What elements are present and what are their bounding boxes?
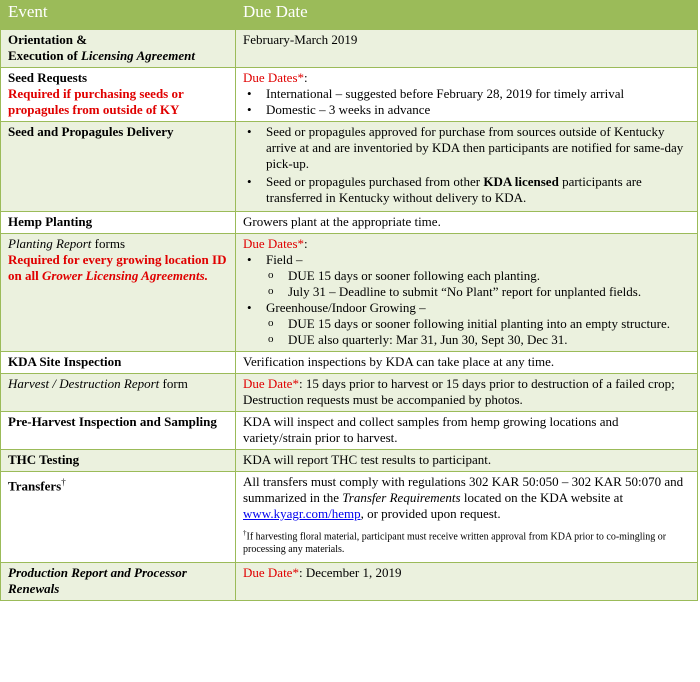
event-name-prefix: Execution of	[8, 48, 81, 63]
event-name: form	[159, 376, 188, 391]
list-item: • International – suggested before February 28, 2019 for timely arrival	[243, 86, 690, 102]
due-cell: KDA will inspect and collect samples from hemp growing locations and variety/strain prior to harvest.	[236, 412, 698, 450]
colon: :	[304, 70, 308, 85]
bullet-list	[243, 86, 690, 118]
due-date-column-header: Due Date	[236, 1, 698, 30]
required-note-italic: Grower Licensing Agreements.	[41, 268, 208, 283]
list-item: • Domestic – 3 weeks in advance	[243, 102, 690, 118]
due-dates-label: Due Dates*	[243, 70, 305, 85]
table-row-harvest-report	[1, 374, 698, 412]
event-cell: KDA Site Inspection	[1, 352, 236, 374]
table-row-seed-delivery	[1, 122, 698, 212]
due-cell	[236, 234, 698, 352]
table-row-site-inspection	[1, 352, 698, 374]
transfer-text: All transfers must comply with regulations 302 KAR 50:050 – 302 KAR 50:070 and summarized in the	[243, 474, 684, 505]
footnote-text: If harvesting floral material, participant must receive written approval from KDA prior to co-mingling or processing any materials.	[243, 531, 667, 556]
event-cell: Production Report and Processor Renewals	[1, 563, 236, 601]
due-cell	[236, 68, 698, 122]
event-cell	[1, 30, 236, 68]
footnote	[243, 527, 690, 556]
bullet-list	[243, 124, 690, 206]
due-cell: Growers plant at the appropriate time.	[236, 212, 698, 234]
table-row-planting-report	[1, 234, 698, 352]
list-item: • Seed or propagules approved for purchase from sources outside of Kentucky arrive at and are inventoried by KDA then participants are notified for same-day pick-up.	[243, 124, 690, 172]
due-date-label: Due Date*	[243, 376, 299, 391]
event-cell: Pre-Harvest Inspection and Sampling	[1, 412, 236, 450]
table-row-orientation	[1, 30, 698, 68]
list-item: • Field –	[243, 252, 690, 268]
event-cell	[1, 68, 236, 122]
event-name-italic: Harvest / Destruction Report	[8, 376, 160, 391]
list-item: • Greenhouse/Indoor Growing –	[243, 300, 690, 316]
sub-list-item: o DUE also quarterly: Mar 31, Jun 30, Sept 30, Dec 31.	[243, 332, 690, 348]
required-note: Required if purchasing seeds or propagules from outside of KY	[8, 86, 184, 117]
bold-text: KDA licensed	[483, 174, 559, 189]
event-cell: Hemp Planting	[1, 212, 236, 234]
table-row-thc-testing	[1, 450, 698, 472]
event-name: Transfers	[8, 478, 62, 494]
event-cell	[1, 234, 236, 352]
table-row-seed-requests	[1, 68, 698, 122]
list-item	[243, 174, 690, 206]
sub-list-item: o DUE 15 days or sooner following each planting.	[243, 268, 690, 284]
due-cell: KDA will report THC test results to participant.	[236, 450, 698, 472]
event-name: Seed Requests	[8, 70, 88, 85]
event-column-header: Event	[1, 1, 236, 30]
event-name-italic: Licensing Agreement	[80, 48, 195, 63]
footnote-dagger: †	[243, 529, 247, 537]
event-name: forms	[91, 236, 126, 251]
due-dates-label: Due Dates*	[243, 236, 305, 251]
text: Seed or propagules purchased from other	[266, 174, 484, 189]
event-name-italic: Planting Report	[8, 236, 92, 251]
dagger-mark: †	[61, 477, 66, 487]
due-cell: Verification inspections by KDA can take place at any time.	[236, 352, 698, 374]
bullet-list	[243, 252, 690, 348]
due-text: : December 1, 2019	[298, 565, 402, 581]
due-date-label: Due Date*	[243, 565, 299, 581]
transfer-text-end: , or provided upon request.	[360, 506, 501, 521]
table-row-transfers	[1, 472, 698, 563]
header-row	[1, 1, 698, 30]
event-cell: THC Testing	[1, 450, 236, 472]
text: participants are transferred in Kentucky without delivery to KDA.	[266, 174, 642, 205]
event-cell	[1, 374, 236, 412]
table-row-production-report	[1, 563, 698, 601]
event-cell: Seed and Propagules Delivery	[1, 122, 236, 212]
transfer-requirements-title: Transfer Requirements	[342, 490, 461, 505]
due-text: : 15 days prior to harvest or 15 days prior to destruction of a failed crop; Destruction requests must be accompanied by photos.	[243, 376, 675, 407]
colon: :	[304, 236, 308, 251]
due-cell: February-March 2019	[236, 30, 698, 68]
due-cell	[236, 563, 698, 601]
event-name: Orientation &	[8, 32, 88, 47]
due-cell	[236, 374, 698, 412]
sub-list-item: o July 31 – Deadline to submit “No Plant” report for unplanted fields.	[243, 284, 690, 300]
table-row-pre-harvest	[1, 412, 698, 450]
transfer-text-mid: located on the KDA website at	[460, 490, 624, 505]
event-cell	[1, 472, 236, 563]
due-cell	[236, 472, 698, 563]
table-row-hemp-planting	[1, 212, 698, 234]
required-note: Required for every growing location ID on all	[8, 252, 227, 283]
hemp-website-link[interactable]: www.kyagr.com/hemp	[243, 506, 361, 521]
due-cell	[236, 122, 698, 212]
sub-list-item: o DUE 15 days or sooner following initial planting into an empty structure.	[243, 316, 690, 332]
